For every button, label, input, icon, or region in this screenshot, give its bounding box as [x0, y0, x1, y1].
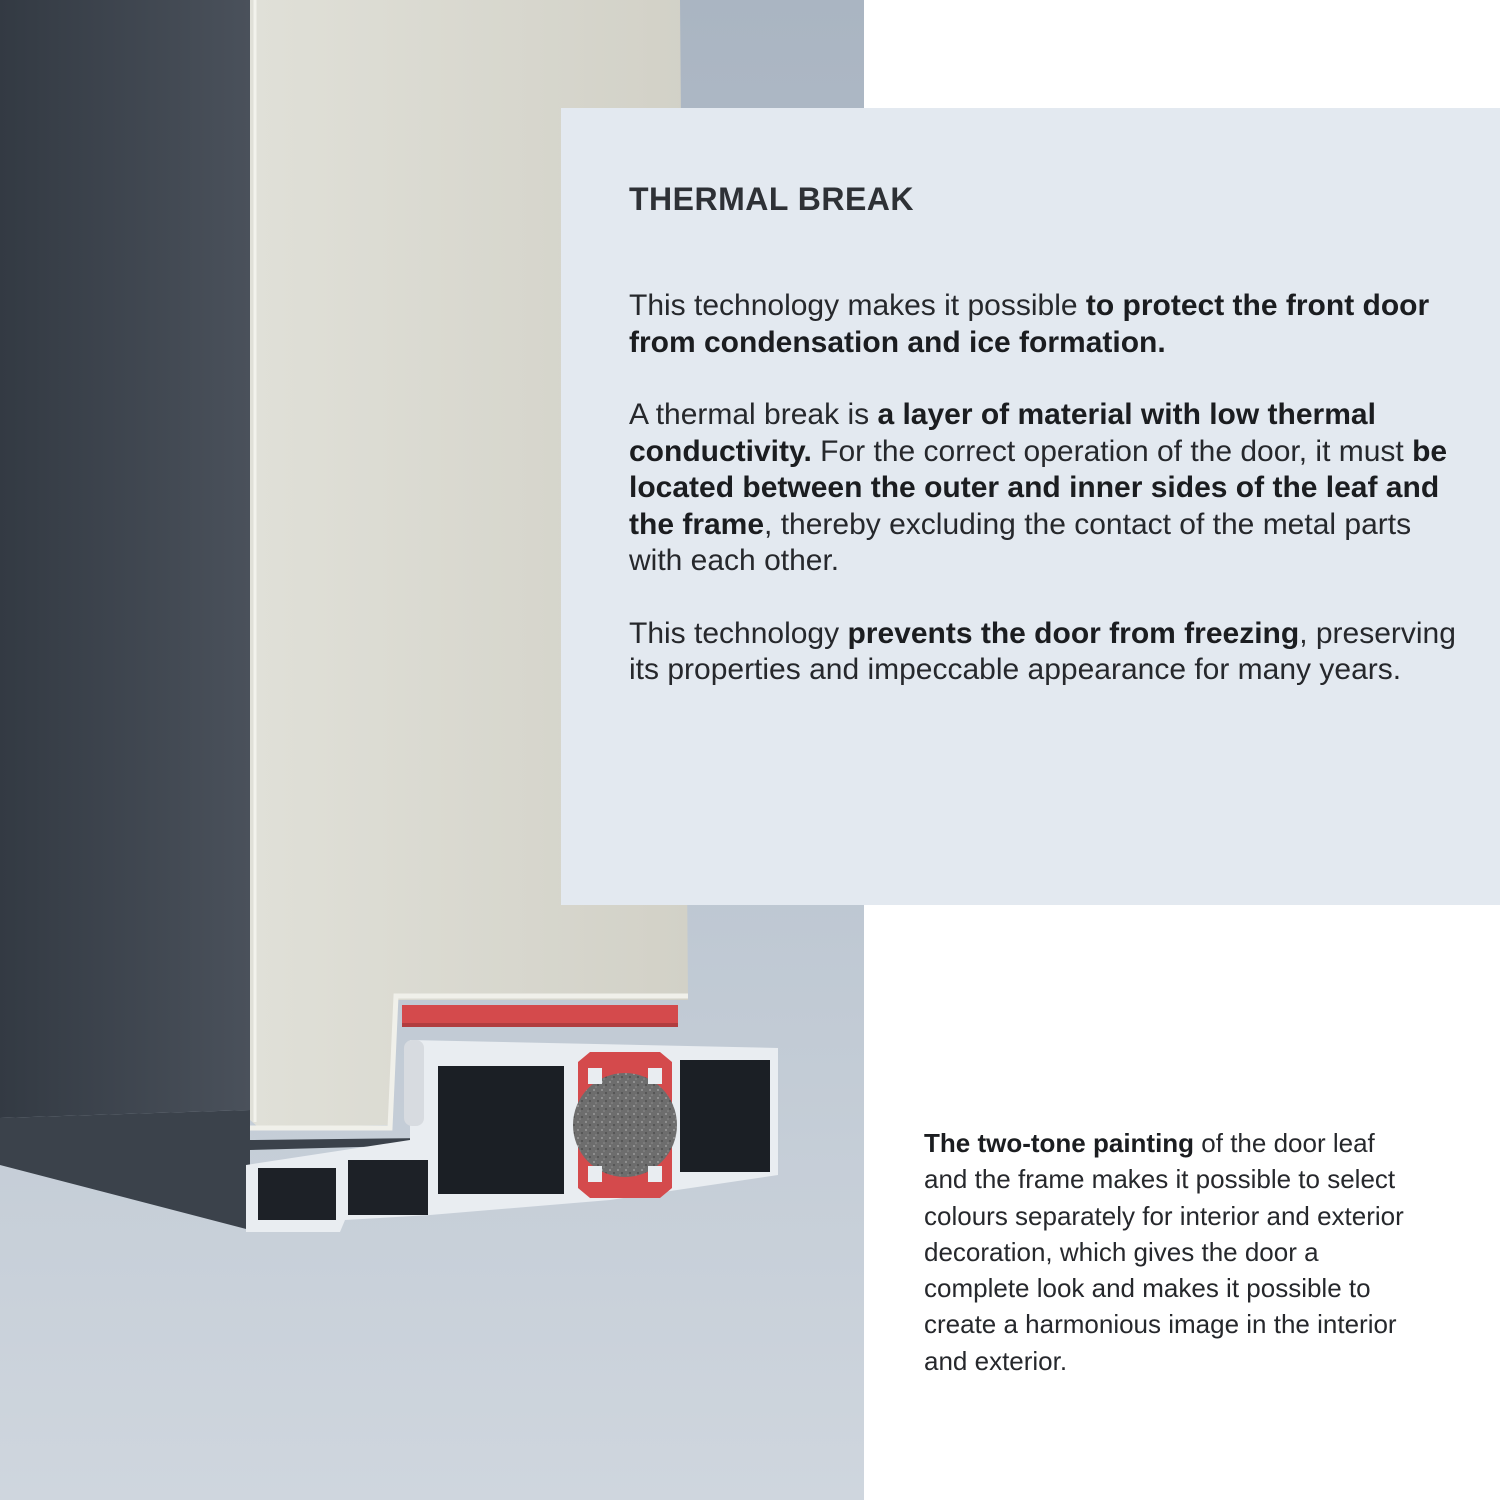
panel-title: THERMAL BREAK	[629, 181, 915, 217]
bold-text: a layer of material with low thermal conductivity.	[629, 398, 1376, 468]
paragraph-protection	[629, 288, 1470, 361]
bold-text: be located between the outer and inner sides of the leaf and the frame	[629, 434, 1448, 541]
text-span: of the door leaf and the frame makes it possible to select colours separately for interior and exterior decoration, which gives the door a complete look and makes it possible to create a harmonious image in the interior and exterior.	[924, 1128, 1404, 1376]
thermal-break-panel	[561, 108, 1500, 905]
bold-text: prevents the door from freezing	[847, 616, 1300, 650]
text-span: For the correct operation of the door, it must	[811, 434, 1413, 468]
two-tone-description	[924, 1125, 1424, 1379]
paragraph-definition	[629, 397, 1470, 580]
door-leaf-exterior	[0, 0, 250, 1118]
bold-text: The two-tone painting	[924, 1128, 1195, 1158]
thermal-break-core	[573, 1052, 677, 1198]
text-span: , preserving its properties and impeccable appearance for many years.	[629, 616, 1456, 687]
text-span: This technology	[629, 616, 848, 650]
text-span: This technology makes it possible	[629, 289, 1086, 323]
text-span: A thermal break is	[629, 398, 878, 432]
paragraph-freezing	[629, 616, 1470, 689]
thermal-gasket-strip	[402, 1005, 678, 1023]
text-span: , thereby excluding the contact of the metal parts with each other.	[629, 507, 1412, 578]
bold-text: to protect the front door from condensation and ice formation.	[629, 289, 1430, 359]
